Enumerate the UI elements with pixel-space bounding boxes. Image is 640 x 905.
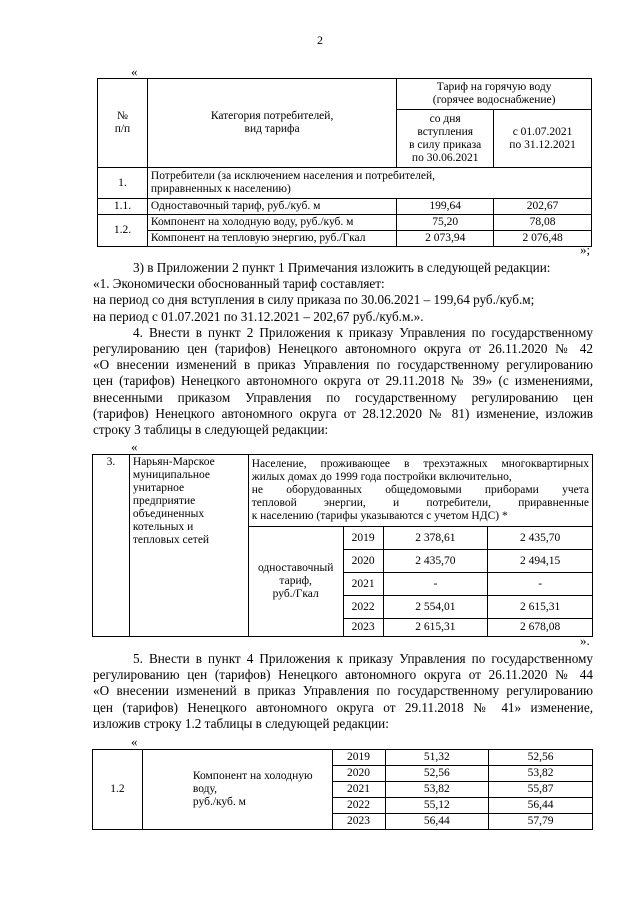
para5-line4: цен (тарифов) Ненецкого автономного округа от 29.11.2018 № 41» изменение, bbox=[93, 699, 593, 715]
t2-org: Нарьян-Марское муниципальное унитарное предприятие объединенных котельных и тепловых сетей bbox=[129, 455, 248, 637]
para3-line2: «1. Экономически обоснованный тариф составляет: bbox=[93, 276, 385, 292]
para4-line2: регулированию цен (тарифов) Ненецкого автономного округа от 26.11.2020 № 42 bbox=[93, 341, 593, 357]
quote-close-2: ». bbox=[580, 633, 590, 648]
t3-year: 2021 bbox=[332, 782, 385, 798]
row3-num: 1.2. bbox=[98, 215, 148, 247]
t2-description bbox=[248, 455, 592, 527]
t2-desc-line1: Население, проживающее в трехэтажных многоквартирных bbox=[251, 458, 589, 470]
header-num: № п/п bbox=[98, 79, 148, 168]
t2-v1: 2 554,01 bbox=[383, 596, 488, 619]
tariff-table-1 bbox=[97, 78, 592, 247]
para4-line7: строку 3 таблицы в следующей редакции: bbox=[93, 422, 329, 438]
t3-year: 2019 bbox=[332, 750, 385, 766]
row4-text: Компонент на тепловую энергию, руб./Гкал bbox=[147, 231, 396, 247]
t2-desc-line4: тепловой энергии, и потребители, приравненные bbox=[251, 497, 589, 509]
para5-line2: регулированию цен (тарифов) Ненецкого автономного округа от 26.11.2020 № 44 bbox=[93, 667, 593, 683]
paragraph-5 bbox=[93, 651, 593, 732]
row2-v2: 202,67 bbox=[494, 199, 592, 215]
tariff-table-3 bbox=[92, 749, 593, 830]
para5-line3: «О внесении изменений в приказ Управления по государственному регулированию bbox=[93, 683, 593, 699]
para3-line3: на период со дня вступления в силу приказа по 30.06.2021 – 199,64 руб./куб.м; bbox=[93, 292, 535, 308]
t2-tariff: одноставочный тариф, руб./Гкал bbox=[248, 527, 343, 637]
t2-v1: 2 435,70 bbox=[383, 550, 488, 573]
t3-year: 2022 bbox=[332, 798, 385, 814]
row2-num: 1.1. bbox=[98, 199, 148, 215]
paragraph-3-4 bbox=[93, 260, 593, 438]
row2-text: Одноставочный тариф, руб./куб. м bbox=[147, 199, 396, 215]
t2-v2: 2 494,15 bbox=[488, 550, 593, 573]
t3-v2: 52,56 bbox=[489, 750, 593, 766]
t2-num: 3. bbox=[93, 455, 130, 637]
t2-v1: - bbox=[383, 573, 488, 596]
t3-v2: 56,44 bbox=[489, 798, 593, 814]
t2-v2: - bbox=[488, 573, 593, 596]
quote-open-2: « bbox=[131, 439, 138, 454]
t3-v2: 53,82 bbox=[489, 766, 593, 782]
row4-v1: 2 073,94 bbox=[397, 231, 494, 247]
t2-v2: 2 615,31 bbox=[488, 596, 593, 619]
t2-desc-line3: не оборудованных общедомовыми приборами учета bbox=[251, 484, 589, 496]
t2-year: 2021 bbox=[343, 573, 383, 596]
row3-v1: 75,20 bbox=[397, 215, 494, 231]
t2-desc-line2: жилых домах до 1999 года постройки включительно, bbox=[251, 471, 512, 483]
row3-text: Компонент на холодную воду, руб./куб. м bbox=[147, 215, 396, 231]
header-category: Категория потребителей, вид тарифа bbox=[147, 79, 396, 168]
para3-line1: 3) в Приложении 2 пункт 1 Примечания изложить в следующей редакции: bbox=[133, 260, 551, 275]
row2-v1: 199,64 bbox=[397, 199, 494, 215]
header-period-1: со дня вступления в силу приказа по 30.06.2021 bbox=[397, 110, 494, 168]
para5-line1: 5. Внести в пункт 4 Приложения к приказу Управления по государственному bbox=[133, 651, 593, 666]
t3-num: 1.2 bbox=[93, 750, 143, 830]
para3-line4: на период с 01.07.2021 по 31.12.2021 – 202,67 руб./куб.м.». bbox=[93, 308, 424, 324]
para4-line5: внесенными приказом Управления по государственному регулированию цен bbox=[93, 389, 593, 405]
t3-year: 2023 bbox=[332, 814, 385, 830]
t2-v2: 2 678,08 bbox=[488, 619, 593, 637]
row3-v2: 78,08 bbox=[494, 215, 592, 231]
row1-text: Потребители (за исключением населения и потребителей, приравненных к населению) bbox=[147, 168, 591, 199]
t2-v1: 2 615,31 bbox=[383, 619, 488, 637]
quote-open-1: « bbox=[131, 64, 138, 79]
t3-v1: 55,12 bbox=[385, 798, 489, 814]
t2-v2: 2 435,70 bbox=[488, 527, 593, 550]
row4-v2: 2 076,48 bbox=[494, 231, 592, 247]
header-tariff: Тариф на горячую воду (горячее водоснабжение) bbox=[397, 79, 592, 110]
para4-line1: 4. Внести в пункт 2 Приложения к приказу Управления по государственному bbox=[133, 324, 593, 340]
t3-v2: 57,79 bbox=[489, 814, 593, 830]
row1-num: 1. bbox=[98, 168, 148, 199]
para4-line4: цен (тарифов) Ненецкого автономного округа от 29.11.2018 № 39» (с изменениями, bbox=[93, 373, 593, 389]
t2-year: 2019 bbox=[343, 527, 383, 550]
t3-year: 2020 bbox=[332, 766, 385, 782]
t2-year: 2023 bbox=[343, 619, 383, 637]
t2-v1: 2 378,61 bbox=[383, 527, 488, 550]
quote-open-3: « bbox=[131, 734, 138, 749]
t3-v1: 52,56 bbox=[385, 766, 489, 782]
quote-close-1: »; bbox=[580, 242, 591, 257]
t3-desc: Компонент на холодную воду, руб./куб. м bbox=[142, 750, 332, 830]
para5-line5: изложив строку 1.2 таблицы в следующей редакции: bbox=[93, 715, 389, 731]
header-period-2: с 01.07.2021 по 31.12.2021 bbox=[494, 110, 592, 168]
page-number: 2 bbox=[317, 33, 323, 47]
t2-year: 2022 bbox=[343, 596, 383, 619]
t2-year: 2020 bbox=[343, 550, 383, 573]
t3-v1: 56,44 bbox=[385, 814, 489, 830]
t3-v1: 53,82 bbox=[385, 782, 489, 798]
para4-line3: «О внесении изменений в приказ Управления по государственному регулированию bbox=[93, 357, 593, 373]
t3-v1: 51,32 bbox=[385, 750, 489, 766]
t3-v2: 55,87 bbox=[489, 782, 593, 798]
t2-desc-line5: к населению (тарифы указываются с учетом НДС) * bbox=[251, 510, 508, 522]
tariff-table-2 bbox=[92, 454, 593, 637]
para4-line6: (тарифов) Ненецкого автономного округа от 28.12.2020 № 81) изменение, изложив bbox=[93, 405, 593, 421]
